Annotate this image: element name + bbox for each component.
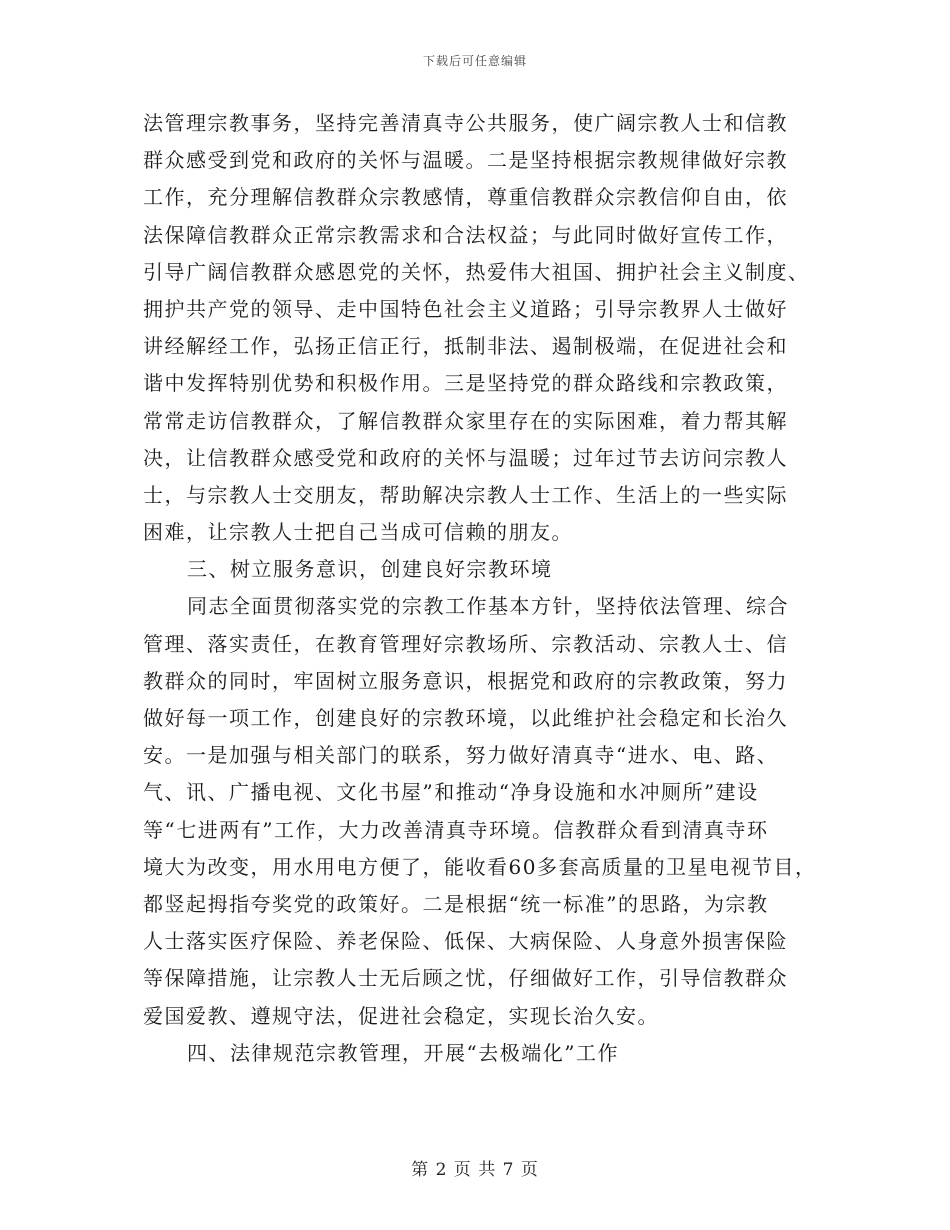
body-line-11: 士，与宗教人士交朋友，帮助解决宗教人士工作、生活上的一些实际 <box>143 482 788 507</box>
body-line-20: 等“七进两有”工作，大力改善清真寺环境。信教群众看到清真寺环 <box>143 817 769 842</box>
body-line-21: 境大为改变，用水用电方便了，能收看60多套高质量的卫星电视节目， <box>143 854 817 879</box>
body-line-1: 法管理宗教事务，坚持完善清真寺公共服务，使广阔宗教人士和信教 <box>143 111 788 135</box>
body-line-14: 同志全面贯彻落实党的宗教工作基本方针，坚持依法管理、综合 <box>187 594 789 619</box>
body-line-7: 讲经解经工作，弘扬正信正行，抵制非法、遏制极端，在促进社会和 <box>143 334 788 359</box>
footer-prefix: 第 <box>411 1160 430 1180</box>
document-body <box>143 105 833 1072</box>
footer-current-page: 2 <box>435 1160 448 1180</box>
body-line-6: 拥护共产党的领导、走中国特色社会主义道路；引导宗教界人士做好 <box>143 296 788 321</box>
body-line-17: 做好每一项工作，创建良好的宗教环境，以此维护社会稳定和长治久 <box>143 706 788 730</box>
body-line-4: 法保障信教群众正常宗教需求和合法权益；与此同时做好宣传工作， <box>143 222 788 247</box>
body-line-5: 引导广阔信教群众感恩党的关怀，热爱伟大祖国、拥护社会主义制度、 <box>143 259 810 284</box>
section-heading-3: 三、树立服务意识，创建良好宗教环境 <box>187 557 553 582</box>
body-line-8: 谐中发挥特别优势和积极作用。三是坚持党的群众路线和宗教政策， <box>143 371 788 396</box>
section-heading-4: 四、法律规范宗教管理，开展“去极端化”工作 <box>187 1040 619 1065</box>
body-line-22: 都竖起拇指夸奖党的政策好。二是根据“统一标准”的思路，为宗教 <box>143 891 769 916</box>
body-line-10: 决，让信教群众感受党和政府的关怀与温暖；过年过节去访问宗教人 <box>143 445 788 470</box>
body-line-2: 群众感受到党和政府的关怀与温暖。二是坚持根据宗教规律做好宗教 <box>143 148 788 173</box>
body-line-3: 工作，充分理解信教群众宗教感情，尊重信教群众宗教信仰自由，依 <box>143 185 788 210</box>
page-header: 下载后可任意编辑 <box>422 54 527 68</box>
body-line-9: 常常走访信教群众，了解信教群众家里存在的实际困难，着力帮其解 <box>143 408 788 433</box>
body-line-23: 人士落实医疗保险、养老保险、低保、大病保险、人身意外损害保险 <box>143 929 788 954</box>
body-line-16: 教群众的同时，牢固树立服务意识，根据党和政府的宗教政策，努力 <box>143 668 788 693</box>
footer-middle: 页 共 <box>453 1160 497 1180</box>
page-footer <box>0 1155 950 1180</box>
body-line-24: 等保障措施，让宗教人士无后顾之忧，仔细做好工作，引导信教群众 <box>143 966 788 991</box>
body-line-19: 气、讯、广播电视、文化书屋”和推动“净身设施和水冲厕所”建设 <box>143 780 759 805</box>
body-line-15: 管理、落实责任，在教育管理好宗教场所、宗教活动、宗教人士、信 <box>143 631 788 656</box>
body-line-25: 爱国爱教、遵规守法，促进社会稳定，实现长治久安。 <box>143 1003 659 1028</box>
footer-total-pages: 7 <box>502 1160 515 1180</box>
body-line-12: 困难，让宗教人士把自己当成可信赖的朋友。 <box>143 520 573 545</box>
body-line-18: 安。一是加强与相关部门的联系，努力做好清真寺“进水、电、路、 <box>143 743 779 768</box>
footer-suffix: 页 <box>520 1160 539 1180</box>
